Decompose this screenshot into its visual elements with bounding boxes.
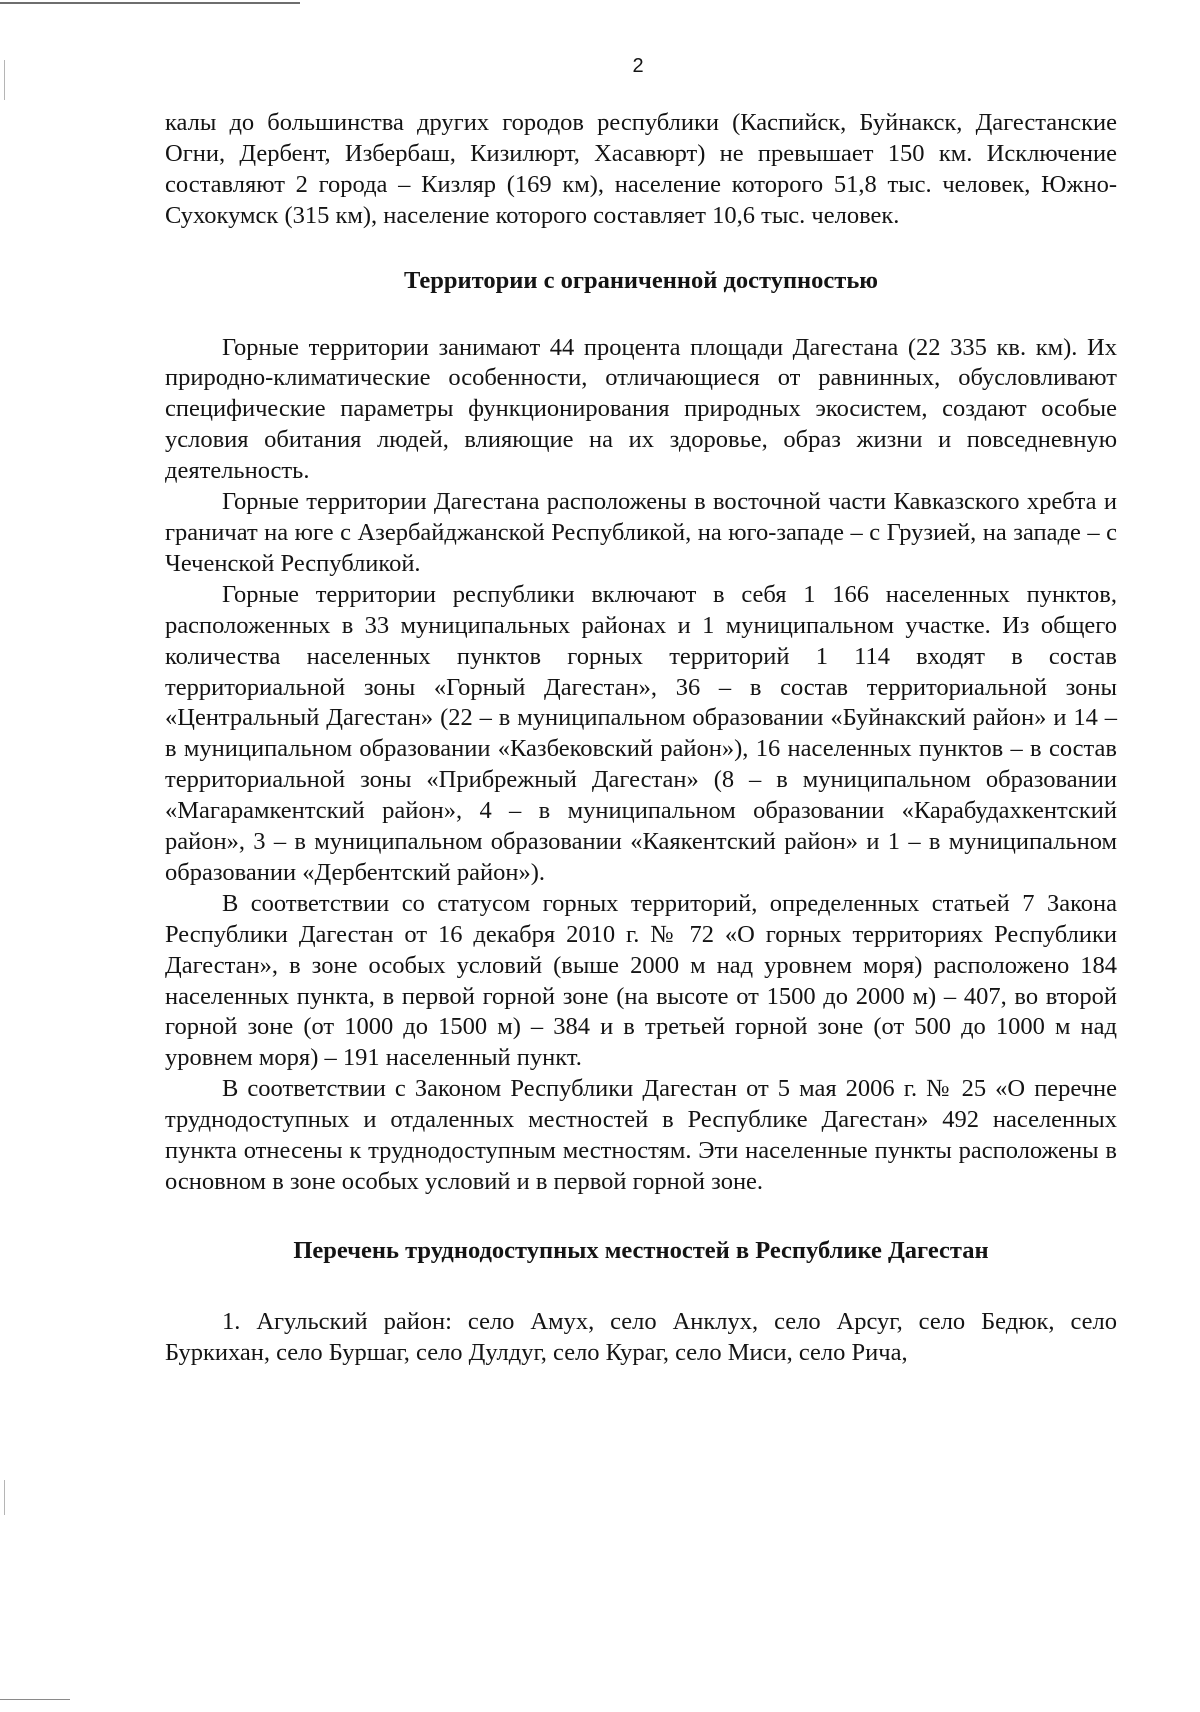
spacer bbox=[165, 1267, 1117, 1307]
spacer bbox=[165, 297, 1117, 333]
paragraph: В соответствии со статусом горных территорий, определенных статьей 7 Закона Республики Дагестан от 16 декабря 2010 г. № 72 «О горных территориях Республики Дагестан», в зоне особых условий (выше 2000 м над уровнем моря) расположено 184 населенных пункта, в первой горной зоне (на высоте от 1500 до 2000 м) – 407, во второй горной зоне (от 1000 до 1500 м) – 384 и в третьей горной зоне (от 500 до 1000 м над уровнем моря) – 191 населенный пункт. bbox=[165, 889, 1117, 1072]
page-number: 2 bbox=[632, 55, 644, 77]
paragraph: Горные территории Дагестана расположены в восточной части Кавказского хребта и граничат на юге с Азербайджанской Республикой, на юго-западе – с Грузией, на западе – с Чеченской Республикой. bbox=[165, 488, 1117, 577]
spacer bbox=[165, 1198, 1117, 1236]
spacer bbox=[165, 232, 1117, 266]
paragraph: Горные территории республики включают в себя 1 166 населенных пунктов, расположенных в 33 муниципальных районах и 1 муниципальном участке. Из общего количества населенных пунктов горных территорий 1 114 входят в состав территориальной зоны «Горный Дагестан», 36 – в состав территориальной зоны «Центральный Дагестан» (22 – в муниципальном образовании «Буйнакский район» и 14 – в муниципальном образовании «Казбековский район»), 16 населенных пунктов – в состав территориальной зоны «Прибрежный Дагестан» (8 – в муниципальном образовании «Магарамкентский район», 4 – в муниципальном образовании «Карабудахкентский район», 3 – в муниципальном образовании «Каякентский район» и 1 – в муниципальном образовании «Дербентский район»). bbox=[165, 580, 1117, 886]
intro-paragraph: калы до большинства других городов республики (Каспийск, Буйнакск, Дагестанские Огни, Дербент, Избербаш, Кизилюрт, Хасавюрт) не превышает 150 км. Исключение составляют 2 города – Кизляр (169 км), население которого 51,8 тыс. человек, Южно-Сухокумск (315 км), население которого составляет 10,6 тыс. человек. bbox=[165, 109, 1117, 229]
scan-edge-line bbox=[0, 2, 300, 4]
section-heading: Перечень труднодоступных местностей в Республике Дагестан bbox=[293, 1236, 989, 1264]
paragraph: В соответствии с Законом Республики Дагестан от 5 мая 2006 г. № 25 «О перечне труднодоступных и отдаленных местностей в Республике Дагестан» 492 населенных пункта отнесены к труднодоступным местностям. Эти населенные пункты расположены в основном в зоне особых условий и в первой горной зоне. bbox=[165, 1075, 1117, 1195]
document-body bbox=[165, 108, 1117, 1369]
paragraph: Горные территории занимают 44 процента площади Дагестана (22 335 кв. км). Их природно-климатические особенности, отличающиеся от равнинных, обусловливают специфические параметры функционирования природных экосистем, создают особые условия обитания людей, влияющие на их здоровье, образ жизни и повседневную деятельность. bbox=[165, 333, 1117, 485]
section-heading: Территории с ограниченной доступностью bbox=[403, 266, 879, 294]
scan-edge-line bbox=[0, 1699, 70, 1700]
scan-edge-mark bbox=[4, 1480, 5, 1515]
list-item: 1. Агульский район: село Амух, село Анклух, село Арсуг, село Бедюк, село Буркихан, село Буршаг, село Дулдуг, село Кураг, село Миси, село Рича, bbox=[165, 1307, 1117, 1366]
